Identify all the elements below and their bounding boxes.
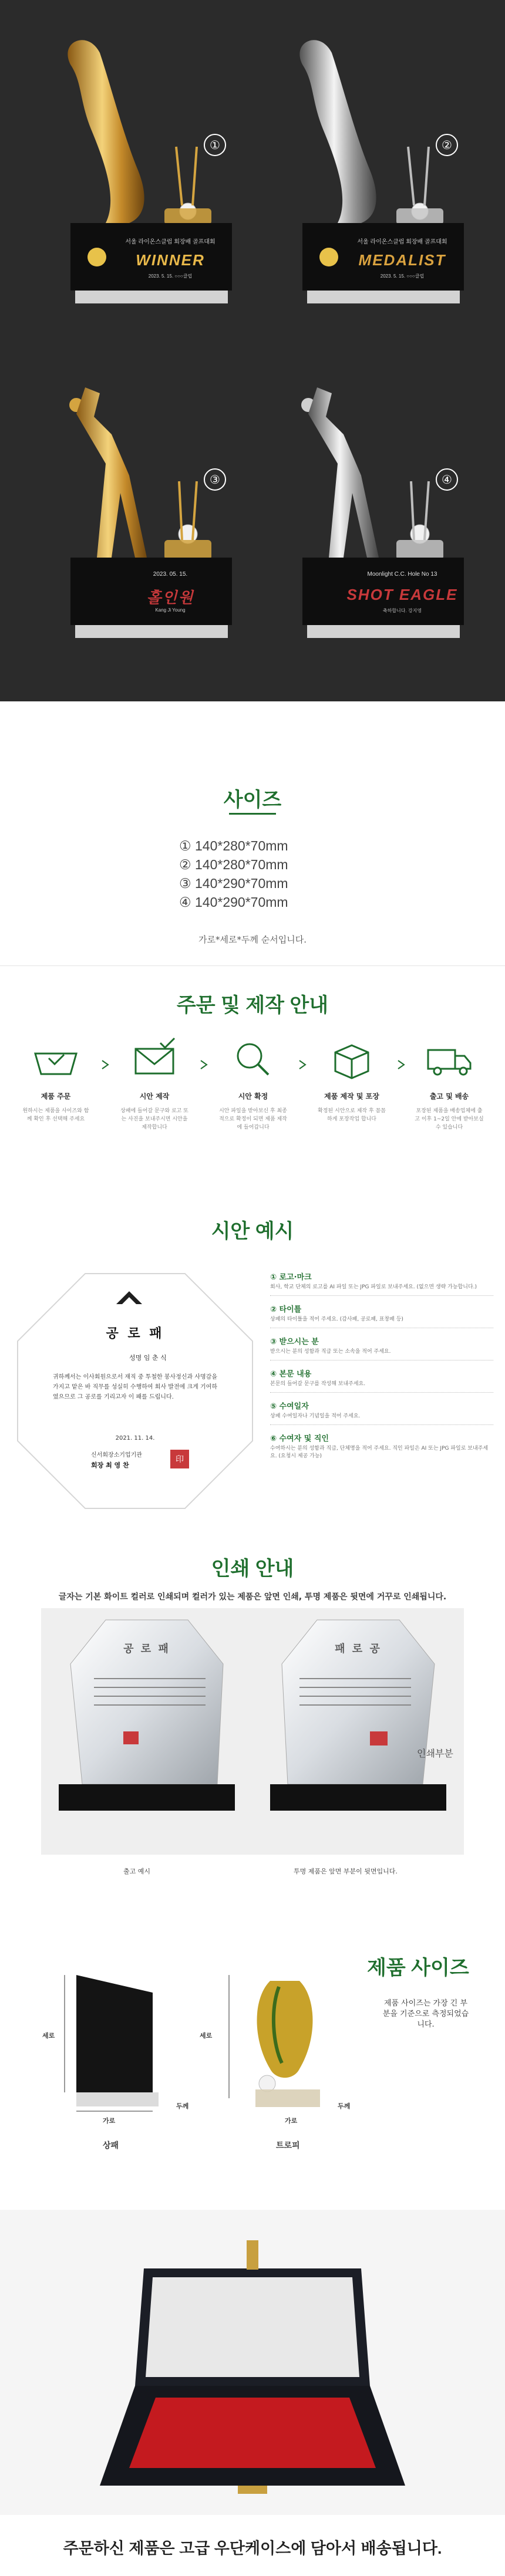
plaque-line1: Moonlight C.C. Hole No 13 (367, 571, 437, 578)
legend-item: ③ 받으시는 분 받으시는 분의 성함과 직급 또는 소속을 적어 주세요. (270, 1335, 493, 1360)
plaque-title: 공 로 패 (106, 1326, 164, 1341)
step-desc: 원하시는 제품을 사이즈와 함께 확인 후 선택해 주세요 (22, 1108, 89, 1122)
step-label: 시안 제작 (139, 1092, 170, 1100)
divider (0, 965, 505, 966)
plaque-line1: 서울 라이온스클럽 회장배 골프대회 (357, 239, 447, 245)
step-desc: 포장된 제품을 배송업체에 출고 이후 1~2일 안에 받아보실 수 있습니다 (415, 1108, 484, 1130)
plaque-line1: 서울 라이온스클럽 회장배 골프대회 (125, 239, 216, 245)
plaque-line3: Kang Ji Young (155, 607, 186, 613)
step-label: 제품 주문 (41, 1092, 71, 1100)
print-subtitle: 글자는 기본 화이트 컬러로 인쇄되며 컬러가 있는 제품은 앞면 인쇄, 투명 제품은 뒷면에 거꾸로 인쇄됩니다. (58, 1592, 447, 1602)
size-title: 사이즈 (223, 789, 282, 811)
plaque-dimension-illustration (53, 1975, 176, 2133)
plaque-line3: 2023. 5. 15. ○○○클럽 (148, 274, 193, 279)
plaque-line1: 2023. 05. 15. (153, 571, 188, 578)
legend-item: ⑥ 수여자 및 직인 수여하시는 분의 성함과 직급, 단체명을 적어 주세요. 직인 파일은 AI 또는 JPG 파일로 보내주세요. (요청시 제공 가능) (270, 1434, 489, 1459)
title-underline (229, 813, 276, 815)
step-label: 제품 제작 및 포장 (324, 1092, 379, 1100)
print-guide-section (0, 1541, 505, 1905)
print-area-tag: 인쇄부분 (417, 1748, 453, 1759)
step-confirm (218, 1036, 288, 1132)
case-notice: 주문하신 제품은 고급 우단케이스에 담아서 배송됩니다. (63, 2540, 442, 2557)
plaque-title: SHOT EAGLE (346, 586, 458, 603)
trophy-showcase (0, 0, 505, 701)
chevron-right-icon (397, 1059, 405, 1070)
trophy-card-4[interactable] (267, 364, 470, 675)
print-title: 인쇄 안내 (211, 1558, 294, 1580)
plaque-sample (12, 1268, 258, 1514)
design-legend (270, 1271, 493, 1467)
plaque-stamp: 印 (170, 1450, 189, 1468)
trophy-card-1[interactable] (35, 29, 238, 340)
print-example-image (41, 1608, 464, 1855)
step-desc: 확정된 시안으로 제작 후 꼼꼼하게 포장작업 합니다 (318, 1108, 386, 1122)
step-label: 출고 및 배송 (429, 1092, 469, 1100)
type-label: 트로피 (276, 2141, 300, 2150)
plaque-body: 귀하께서는 이사회원으로서 재직 중 투철한 봉사정신과 사명감을 가지고 맡은 바 직무를 성실히 수행하여 회사 발전에 크게 기여하였으므로 그 공로를 기리고자 이 패를 드립니다. (53, 1374, 217, 1400)
caption-right: 투명 제품은 앞면 부분이 뒷면입니다. (294, 1868, 398, 1875)
trophy-dimension-illustration (223, 1975, 352, 2133)
mail-check-icon (125, 1036, 184, 1083)
plaque-recipient: 성명 임 춘 식 (129, 1354, 167, 1362)
trophy-1-illustration (35, 29, 235, 335)
order-process-section (0, 965, 505, 1212)
truck-icon (420, 1036, 479, 1083)
size-list (179, 836, 355, 911)
trophy-4-illustration (267, 364, 467, 669)
product-size-title: 제품 사이즈 (367, 1957, 469, 1979)
plaque-front-title: 공 로 패 (123, 1643, 170, 1655)
legend-item: ⑤ 수여일자 상패 수여일자나 기념일을 적어 주세요. (270, 1400, 493, 1425)
trophy-3-illustration (35, 364, 235, 669)
gift-case-image (0, 2210, 505, 2515)
search-icon (224, 1036, 282, 1083)
step-desc: 시안 파일을 받아보신 후 최종적으로 확정이 되면 제품 제작에 들어갑니다 (219, 1108, 287, 1130)
basket-icon (26, 1036, 85, 1083)
design-title: 시안 예시 (211, 1220, 294, 1243)
step-delivery (414, 1036, 484, 1132)
plaque-line3: 2023. 5. 15. ○○○클럽 (380, 274, 425, 279)
legend-item: ④ 본문 내용 본문의 들어갈 문구를 작성해 보내주세요. (270, 1368, 493, 1393)
trophy-number: ④ (436, 468, 458, 491)
case-section (0, 2192, 505, 2576)
height-label: 세로 (200, 2032, 213, 2040)
depth-label: 두께 (176, 2102, 189, 2110)
plaque-line3: 축하합니다. 강지영 (382, 608, 422, 613)
plaque-back-title: 패 로 공 (335, 1643, 382, 1655)
size-note: 가로*세로*두께 순서입니다. (198, 934, 307, 945)
caption-left: 출고 예시 (123, 1868, 151, 1875)
size-item: ② 140*280*70mm (179, 857, 288, 872)
step-label: 시안 확정 (238, 1092, 268, 1100)
step-draft (119, 1036, 190, 1132)
width-label: 가로 (285, 2117, 298, 2125)
depth-label: 두께 (338, 2102, 351, 2110)
trophy-card-3[interactable] (35, 364, 238, 675)
crystal-plaques-illustration (41, 1608, 464, 1855)
process-steps (21, 1036, 484, 1189)
product-size-section (0, 1905, 505, 2192)
product-size-desc: 제품 사이즈는 가장 긴 부분을 기준으로 측정되었습니다. (382, 1999, 469, 2029)
legend-item: ② 타이틀 상패의 타이틀을 적어 주세요. (감사패, 공로패, 표창패 등) (270, 1303, 493, 1328)
size-item: ③ 140*290*70mm (179, 876, 288, 891)
trophy-card-2[interactable] (267, 29, 470, 340)
size-item: ① 140*280*70mm (179, 838, 288, 853)
plaque-sign: 회장 최 영 찬 (91, 1461, 129, 1469)
step-desc: 상패에 들어갈 문구와 로고 또는 사진을 보내주시면 시안을 제작합니다 (120, 1108, 188, 1130)
chevron-right-icon (101, 1059, 109, 1070)
size-section (0, 701, 505, 965)
step-order (21, 1036, 91, 1123)
size-item: ④ 140*290*70mm (179, 894, 288, 910)
plaque-date: 2021. 11. 14. (115, 1435, 155, 1441)
process-title: 주문 및 제작 안내 (176, 994, 329, 1017)
plaque-org: 신서회장소기업기관 (91, 1452, 142, 1459)
plaque-title: MEDALIST (358, 251, 446, 269)
trophy-number: ② (436, 134, 458, 156)
plaque-title: WINNER (136, 251, 205, 269)
design-sample-section (0, 1212, 505, 1541)
box-icon (322, 1036, 381, 1083)
legend-item: ① 로고·마크 회사, 학교 단체의 로고를 AI 파일 또는 JPG 파일로 보내주세요. (없으면 생략 가능합니다.) (270, 1271, 493, 1296)
velvet-case-illustration (0, 2210, 505, 2515)
chevron-right-icon (298, 1059, 307, 1070)
chevron-right-icon (200, 1059, 208, 1070)
trophy-2-illustration (267, 29, 467, 335)
width-label: 가로 (103, 2117, 116, 2125)
type-label: 상패 (103, 2141, 119, 2150)
step-production (317, 1036, 387, 1123)
trophy-number: ③ (204, 468, 226, 491)
trophy-number: ① (204, 134, 226, 156)
height-label: 세로 (42, 2032, 55, 2040)
plaque-title: 홀인원 (146, 589, 194, 606)
